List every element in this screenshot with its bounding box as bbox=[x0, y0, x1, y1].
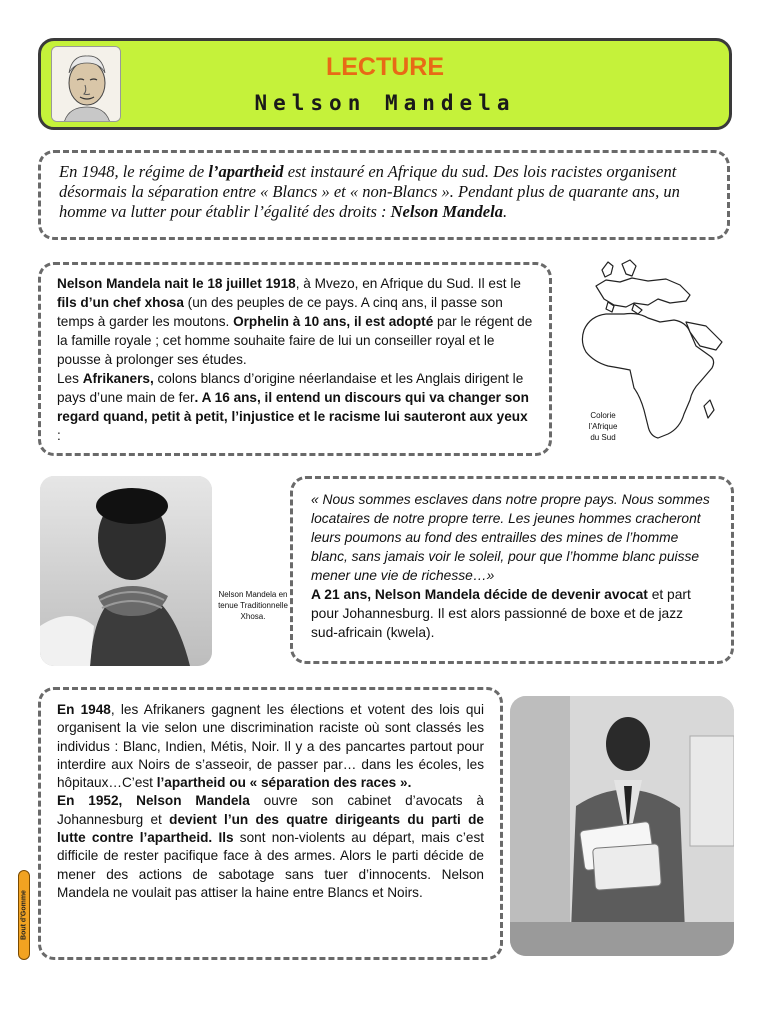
title-banner bbox=[38, 38, 732, 130]
bio-text: , à Mvezo, en Afrique du Sud. Il est le bbox=[295, 276, 521, 291]
page-title: LECTURE bbox=[325, 53, 445, 81]
quote-box bbox=[290, 476, 734, 664]
bio-bold: fils d’un chef xhosa bbox=[57, 295, 184, 310]
bio-bold: Nelson Mandela nait le 18 juillet 1918 bbox=[57, 276, 296, 291]
bio-text: : bbox=[57, 428, 61, 443]
history-bold: l’apartheid ou « séparation des races ». bbox=[156, 775, 412, 791]
history-bold: Ils bbox=[218, 830, 234, 846]
history-bold: En 1952, Nelson Mandela bbox=[57, 793, 250, 809]
page-subtitle: Nelson Mandela bbox=[254, 91, 516, 115]
mandela-traditional-photo bbox=[40, 476, 212, 666]
history-text: sont non-violents au départ, mais c’est difficile de rester pacifique face à des armes. Alors le parti décide de mener des actions de sabotage sans tuer d’innocents. Nelson Mandela ne voulait pas attiser la haine entre Blancs et Noirs. bbox=[57, 830, 485, 900]
history-text: , les Afrikaners gagnent les élections et votent des lois qui organisent la vie selon une discrimination raciste où sont classés les individus : Blanc, Indien, Métis, Noir. Il y a des pancartes partout pour interdire aux Noirs de s’asseoir, de passer par… dans les écoles, les hôpitaux…C’est bbox=[57, 702, 485, 791]
intro-bold-mandela: Nelson Mandela bbox=[390, 202, 503, 221]
bio-bold: Orphelin à 10 ans, il est adopté bbox=[233, 314, 434, 329]
side-logo-tag bbox=[18, 870, 30, 960]
intro-bold-apartheid: l’apartheid bbox=[208, 162, 284, 181]
map-caption: Colorie l’Afrique du Sud bbox=[588, 411, 618, 442]
history-box bbox=[38, 687, 503, 960]
intro-text: En 1948, le régime de bbox=[59, 162, 209, 181]
quote-text-after: et part pour Johannesburg. Il est alors passionné de boxe et de jazz sud-africain (kwela). bbox=[311, 587, 691, 640]
side-logo-label: Bout d'Gomme bbox=[20, 890, 28, 940]
history-text: ouvre son cabinet d’avocats à Johannesburg et bbox=[57, 793, 484, 827]
intro-text: . bbox=[502, 202, 508, 221]
quote-text: « Nous sommes esclaves dans notre propre pays. Nous sommes locataires de notre propre terre. Les jeunes hommes cracheront leurs poumons au fond des entrailles des mines de l’homme blanc, sans jamais voir le soleil, pour que l’homme blanc puisse mener une vie de richesse…» bbox=[311, 492, 710, 583]
bio-text: par le régent de la famille royale ; cet homme souhaite faire de lui un conseiller royal et le pousse à prolonger ses études. bbox=[57, 314, 533, 367]
bio-text: Les bbox=[57, 371, 83, 386]
photo1-caption: Nelson Mandela en tenue Traditionnelle Xhosa. bbox=[218, 590, 288, 621]
intro-text: est instauré en Afrique du sud. Des lois racistes organisent désormais la séparation entre « Blancs » et « non-Blancs ». Pendant plus de quarante ans, un homme va lutter pour établir l’égalité des droits : bbox=[59, 162, 680, 221]
quote-bold: A 21 ans, Nelson Mandela décide de devenir avocat bbox=[311, 587, 648, 602]
bio-bold: Afrikaners, bbox=[82, 371, 154, 386]
bio-text: colons blancs d’origine néerlandaise et les Anglais dirigent le pays d’une main de fer bbox=[57, 371, 524, 405]
biography-box bbox=[38, 262, 552, 456]
bio-bold: . A 16 ans, il entend un discours qui va changer son regard quand, petit à petit, l’injustice et le racisme lui sauteront aux yeux bbox=[57, 390, 529, 424]
history-bold: En 1948 bbox=[57, 702, 111, 717]
mandela-lawyer-photo bbox=[510, 696, 734, 956]
history-bold: devient l’un des quatre dirigeants du parti de lutte contre l’apartheid. bbox=[57, 811, 484, 846]
intro-box bbox=[38, 150, 730, 240]
bio-text: (un des peuples de ce pays. A cinq ans, il passe son temps à garder les moutons. bbox=[57, 295, 503, 329]
